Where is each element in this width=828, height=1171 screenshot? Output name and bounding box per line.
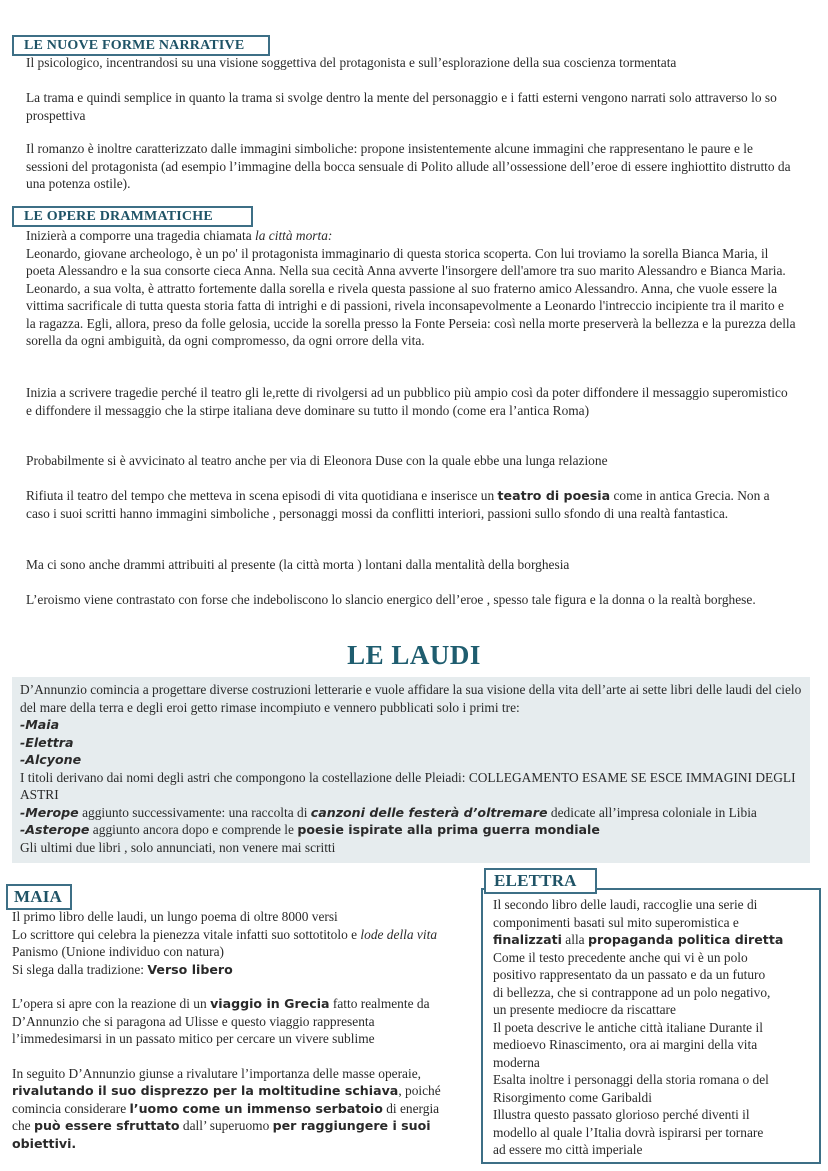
text-line	[12, 1082, 482, 1100]
text-line	[12, 1135, 482, 1153]
text-line: positivo rappresentato da un passato e da un futuro	[493, 967, 766, 982]
text-line: Esalta inoltre i personaggi della storia romana o del	[493, 1072, 769, 1087]
text: che	[12, 1118, 34, 1133]
paragraph: Gli ultimi due libri , solo annunciati, non venere mai scritti	[20, 839, 336, 855]
page-title-laudi: LE LAUDI	[347, 640, 481, 670]
text-line	[12, 995, 482, 1013]
text-line: Il primo libro delle laudi, un lungo poema di oltre 8000 versi	[12, 909, 338, 924]
paragraph: La trama e quindi semplice in quanto la trama si svolge dentro la mente del personaggio e i fatti esterni vengono narrati solo attraverso lo so prospettiva	[26, 90, 777, 123]
text-line: un presente mediocre da riscattare	[493, 1002, 676, 1017]
text-line: In seguito D’Annunzio giunse a rivalutare l’importanza delle masse operaie,	[12, 1065, 422, 1081]
text: di energia	[382, 1100, 440, 1116]
text-line: medioevo Rinascimento, ora ai margini della vita	[493, 1037, 758, 1052]
text: Si slega dalla tradizione:	[12, 961, 148, 977]
book-alcyone: -Alcyone	[20, 752, 82, 767]
paragraph	[26, 227, 796, 350]
book-asterope: -Asterope	[20, 822, 90, 837]
book-elettra: -Elettra	[20, 734, 74, 750]
text: L’opera si apre con la reazione di un	[12, 996, 211, 1011]
text-line: Come il testo precedente anche qui vi è un polo	[493, 949, 748, 965]
asterope-line	[20, 821, 802, 839]
paragraph: Il psicologico, incentrandosi su una visione soggettiva del protagonista e sull’esplorazione della sua coscienza tormentata	[26, 55, 677, 70]
paragraph: Inizia a scrivere tragedie perché il teatro gli le,rette di rivolgersi ad un pubblico più ampio così da poter diffondere il messaggio superomistico e diffondere il messaggio che la stirpe italiana deve dominare su tutto il mondo (come era l’antica Roma)	[26, 385, 788, 418]
bold-text: per raggiungere i suoi	[272, 1118, 431, 1133]
text-line: Il secondo libro delle laudi, raccoglie una serie di	[493, 897, 758, 912]
bold-text: finalizzati	[493, 932, 562, 947]
text-line: Illustra questo passato glorioso perché diventi il	[493, 1107, 750, 1122]
elettra-box	[481, 888, 821, 1164]
italic-text: lode della vita	[360, 926, 438, 942]
text-line: moderna	[493, 1054, 540, 1070]
bold-text: canzoni delle festerà d’oltremare	[310, 804, 548, 820]
bold-text: rivalutando il suo disprezzo per la moltitudine schiava	[12, 1083, 399, 1098]
paragraph: Probabilmente si è avvicinato al teatro anche per via di Eleonora Duse con la quale ebbe una lunga relazione	[26, 453, 608, 468]
bold-text: l’uomo come un immenso serbatoio	[129, 1100, 383, 1116]
section-title-elettra: ELETTRA	[484, 868, 597, 894]
bold-text: viaggio in Grecia	[210, 996, 330, 1011]
merope-line	[20, 804, 802, 822]
text: comincia considerare	[12, 1100, 130, 1116]
text-line: modello al quale l’Italia dovrà ispirarsi per tornare	[493, 1124, 764, 1140]
book-maia: -Maia	[20, 717, 60, 732]
paragraph: Il romanzo è inoltre caratterizzato dalle immagini simboliche: propone insistentemente alcune immagini che rappresentano le paure e le sessioni del protagonista (ad esempio l’immagine della bocca sensuale di Polito allude all’ossessione dell’eroe di essere inghiottito distrutto da una potenza ostile).	[26, 141, 791, 191]
bold-text: Verso libero	[147, 961, 233, 977]
bold-text: teatro di poesia	[497, 488, 611, 503]
text: fatto realmente da	[329, 996, 430, 1011]
paragraph: D’Annunzio comincia a progettare diverse costruzioni letterarie e vuole affidare la sua visione della vita dell’arte ai sette libri delle laudi del cielo del mare della terra e degli eroi getto rimase incompiuto e vennero pubblicati solo i primi tre:	[20, 682, 802, 715]
text-line	[12, 961, 482, 979]
text-line	[12, 926, 482, 944]
text: aggiunto successivamente: una raccolta di	[78, 804, 311, 820]
bold-text: obiettivi.	[12, 1135, 77, 1151]
paragraph: Ma ci sono anche drammi attribuiti al presente (la città morta ) lontani dalla mentalità della borghesia	[26, 557, 570, 572]
text-line: Risorgimento come Garibaldi	[493, 1089, 652, 1105]
text: alla	[561, 932, 588, 947]
section-title-nuove-forme: LE NUOVE FORME NARRATIVE	[12, 35, 270, 56]
text-line: Panismo (Unione individuo con natura)	[12, 944, 224, 959]
text: aggiunto ancora dopo e comprende le	[89, 822, 298, 837]
section-title-maia: MAIA	[6, 884, 72, 910]
text-line	[12, 1100, 482, 1118]
text-line: di bellezza, che si contrappone ad un polo negativo,	[493, 984, 771, 1000]
text: , poiché	[398, 1083, 441, 1098]
laudi-box	[12, 677, 810, 863]
work-title: la città morta:	[255, 228, 333, 243]
text: Lo scrittore qui celebra la pienezza vitale infatti suo sottotitolo e	[12, 926, 361, 942]
text: dall’ superuomo	[179, 1118, 273, 1133]
bold-text: poesie ispirate alla prima guerra mondiale	[297, 822, 600, 837]
text-line: componimenti basati sul mito superomistica e	[493, 914, 739, 930]
paragraph: I titoli derivano dai nomi degli astri che compongono la costellazione delle Pleiadi: COLLEGAMENTO ESAME SE ESCE IMMAGINI DEGLI ASTRI	[20, 769, 796, 802]
text-line: D’Annunzio che si paragona ad Ulisse e questo viaggio rappresenta	[12, 1013, 375, 1029]
text: dedicate all’impresa coloniale in Libia	[547, 804, 757, 820]
text-line: Il poeta descrive le antiche città italiane Durante il	[493, 1019, 763, 1035]
book-merope: -Merope	[20, 804, 79, 820]
text: come in antica Grecia. Non a caso i suoi scritti hanno immagini simboliche , personaggi mossi da conflitti interiori, passioni sullo sfondo di una realtà fantastica.	[26, 488, 770, 521]
bold-text: propaganda politica diretta	[587, 932, 784, 947]
text: Rifiuta il teatro del tempo che metteva in scena episodi di vita quotidiana e inserisce un	[26, 488, 498, 503]
text-line	[12, 1117, 482, 1135]
text: Inizierà a comporre una tragedia chiamata	[26, 228, 256, 243]
text-line: ad essere mo città imperiale	[493, 1142, 643, 1157]
text-line: l’immedesimarsi in un passato mitico per cercare un vivere sublime	[12, 1031, 375, 1046]
paragraph: L’eroismo viene contrastato con forse che indeboliscono lo slancio energico dell’eroe , spesso tale figura e la donna o la realtà borghese.	[26, 592, 756, 607]
section-title-opere-drammatiche: LE OPERE DRAMMATICHE	[12, 206, 253, 227]
text-line	[493, 931, 809, 949]
paragraph	[26, 487, 796, 522]
text: Leonardo, giovane archeologo, è un po' il protagonista immaginario di questa storica scoperta. Con lui troviamo la sorella Bianca Maria, il poeta Alessandro e la sua consorte cieca Anna. Nella sua cecità Anna avverte l'insorgere dell'amore tra suo marito Alessandro e Bianca Maria. Leonardo, a sua volta, è attratto fortemente dalla sorella e rivela questa passione al suo fraterno amico Alessandro. Anna, che vuole essere la vittima sacrificale di tutta questa storia fatta di intrighi e di passioni, rivela inconsapevolmente a Leonardo l'intreccio incipiente tra il marito e la ragazza. Egli, allora, preso da folle gelosia, uccide la sorella presso la Fonte Perseia: così nella morte preserverà la bellezza e la purezza della sorella da ogni ambiguità, da ogni compromesso, da ogni orrore della vita.	[26, 245, 796, 348]
maia-column	[12, 908, 482, 1152]
bold-text: può essere sfruttato	[33, 1118, 180, 1133]
